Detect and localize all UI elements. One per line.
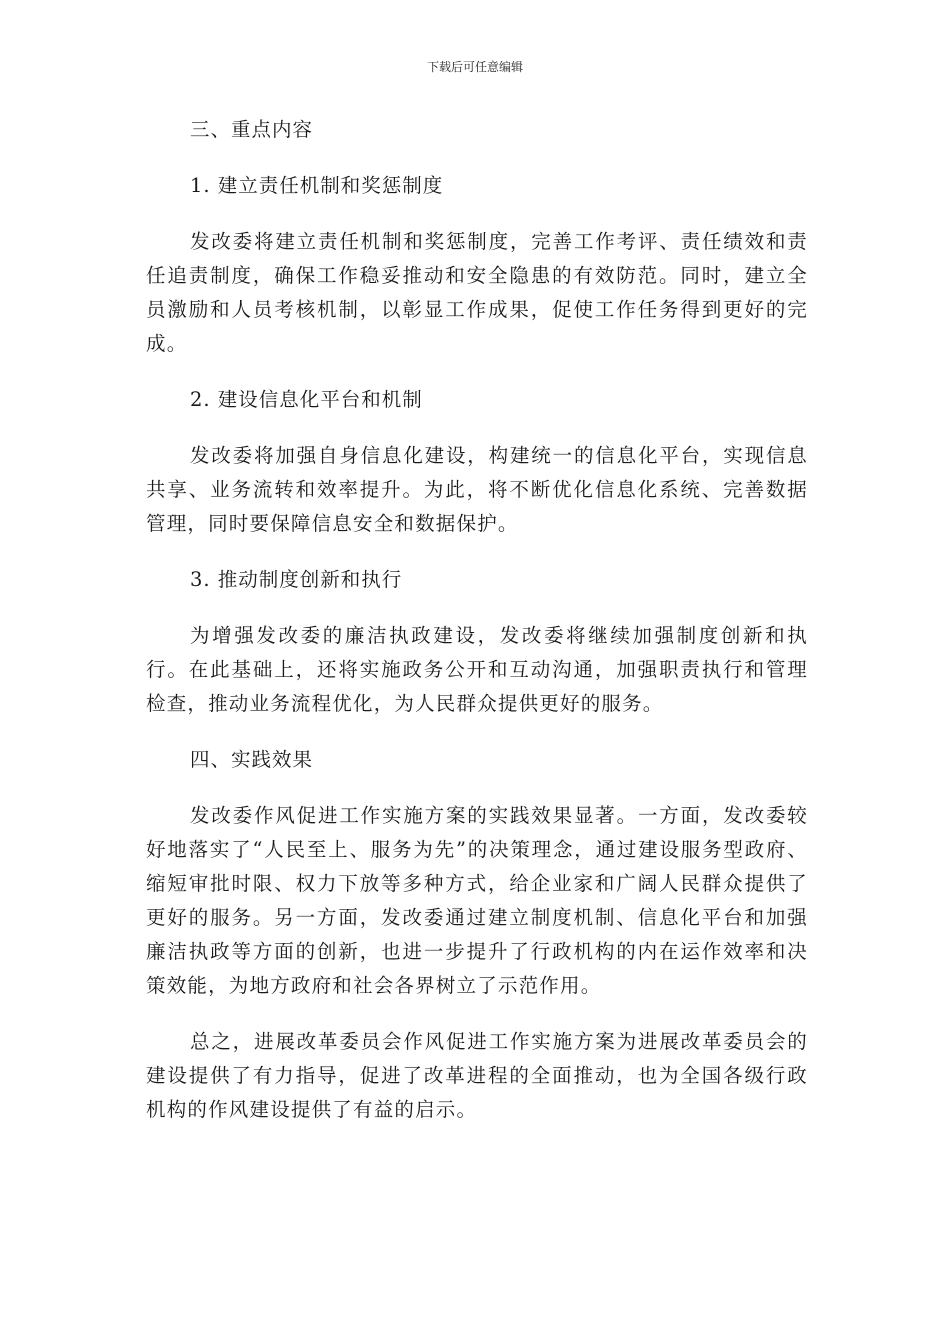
document-body (146, 113, 808, 1127)
item-2-paragraph: 发改委将加强自身信息化建设，构建统一的信息化平台，实现信息共享、业务流转和效率提升。为此，将不断优化信息化系统、完善数据管理，同时要保障信息安全和数据保护。 (146, 444, 808, 535)
header-note: 下载后可任意编辑 (426, 60, 523, 74)
item-1-paragraph: 发改委将建立责任机制和奖惩制度，完善工作考评、责任绩效和责任追责制度，确保工作稳妥推动和安全隐患的有效防范。同时，建立全员激励和人员考核机制，以彰显工作成果，促使工作任务得到更好的完成。 (146, 230, 808, 355)
section-4-paragraph: 发改委作风促进工作实施方案的实践效果显著。一方面，发改委较好地落实了“人民至上、服务为先”的决策理念，通过建设服务型政府、缩短审批时限、权力下放等多种方式，给企业家和广阔人民群众提供了更好的服务。另一方面，发改委通过建立制度机制、信息化平台和加强廉洁执政等方面的创新，也进一步提升了行政机构的内在运作效率和决策效能，为地方政府和社会各界树立了示范作用。 (146, 804, 808, 997)
item-3-paragraph: 为增强发改委的廉洁执政建设，发改委将继续加强制度创新和执行。在此基础上，还将实施政务公开和互动沟通，加强职责执行和管理检查，推动业务流程优化，为人民群众提供更好的服务。 (146, 624, 808, 715)
section-4-heading: 四、实践效果 (190, 748, 314, 771)
item-2-heading: 2. 建设信息化平台和机制 (190, 388, 423, 411)
conclusion-paragraph: 总之，进展改革委员会作风促进工作实施方案为进展改革委员会的建设提供了有力指导，促进了改革进程的全面推动，也为全国各级行政机构的作风建设提供了有益的启示。 (146, 1030, 808, 1121)
item-3-heading: 3. 推动制度创新和执行 (190, 568, 403, 591)
section-3-heading: 三、重点内容 (190, 118, 314, 141)
item-1-heading: 1. 建立责任机制和奖惩制度 (190, 174, 444, 197)
